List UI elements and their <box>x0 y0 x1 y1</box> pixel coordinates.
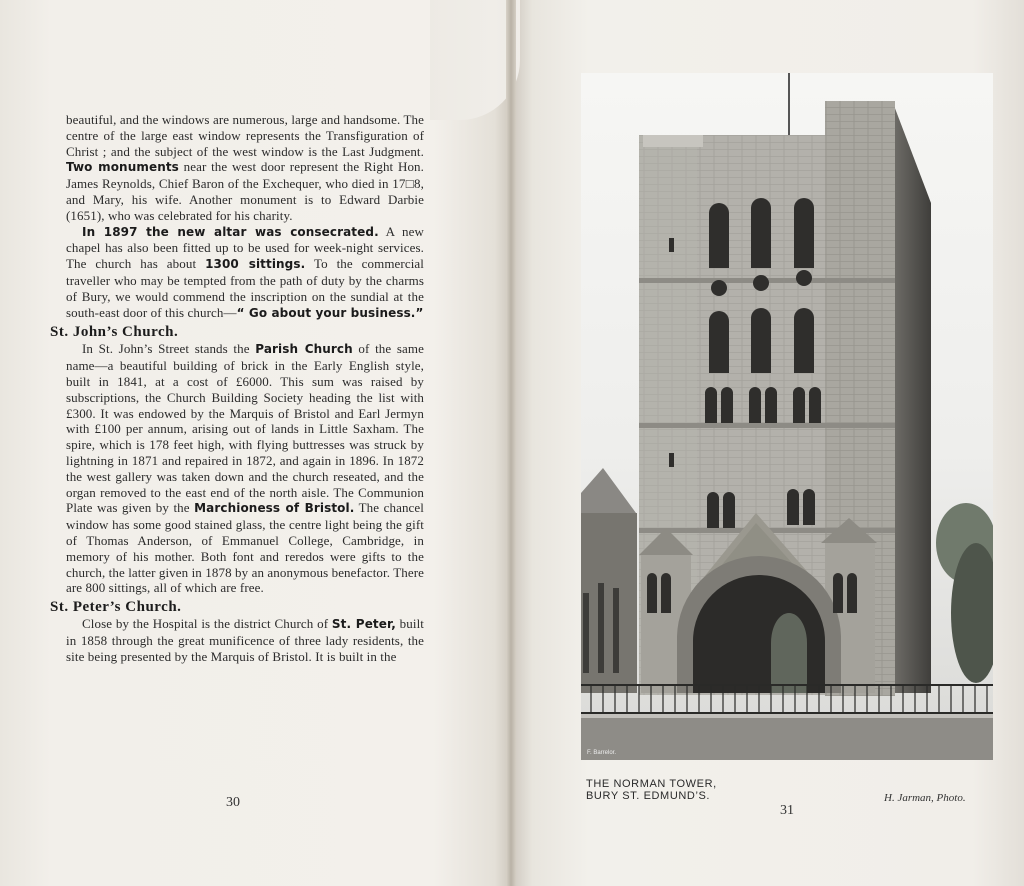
page-number-left: 30 <box>226 795 240 810</box>
text-run: Close by the Hospital is the district Church of <box>82 616 332 632</box>
book-gutter <box>506 0 516 886</box>
text-run: of the same name—a beautiful building of brick in the Early English style, built in 1841, at a cost of £6000. This sum was raised by subscriptions, the Church Building Society heading the list with £300. It was endowed by the Marquis of Bristol and Earl Jermyn with £100 per annum, arising out of lands in Little Saxham. The spire, which is 178 feet high, with flying buttresses was struck by lightning in 1871 and repaired in 1872, and again in 1896. In 1872 the west gallery was taken down and the church reseated, and the organ removed to the east end of the north aisle. The Communion Plate was given by the <box>66 341 425 516</box>
text-run: To the commercial traveller who may be tempted from the path of duty by the charms of Bury, we would commend the inscription on the sundial at the south-east door of this church— <box>66 256 424 320</box>
photo-corner-mark: F. Barrelor. <box>587 750 617 756</box>
text-run: built in 1858 through the great munificence of three lady residents, the site being presented by the Marquis of Bristol. It is built in the <box>66 616 424 664</box>
norman-tower-photo <box>581 73 993 760</box>
heading-st-johns: St. John’s Church. <box>50 324 179 341</box>
heading-st-peters: St. Peter’s Church. <box>50 599 182 616</box>
photo-credit: H. Jarman, Photo. <box>884 792 966 804</box>
bold-phrase: Marchioness of Bristol. <box>194 501 355 516</box>
bold-phrase: In 1897 the new altar was consecrated. <box>82 224 379 239</box>
bold-phrase: 1300 sittings. <box>205 257 306 272</box>
text-run: beautiful, and the windows are numerous, large and handsome. The centre of the large east window represents the Transfiguration of Christ ; and the subject of the west window is the Last Judgment. <box>66 112 424 159</box>
page-number-right: 31 <box>780 803 794 818</box>
bold-phrase: St. Peter, <box>331 617 396 632</box>
caption-line-1: THE NORMAN TOWER, <box>586 778 717 790</box>
text-run: near the west door represent the Right Hon. James Reynolds, Chief Baron of the Exchequer, who died in 17□8, and Mary, his wife. Another monument is to Edward Darbie (1651), who was celebrated for his charity. <box>66 159 424 223</box>
paragraph-st-johns <box>66 341 424 596</box>
body-text <box>50 112 425 665</box>
paragraph-windows <box>66 112 424 224</box>
bold-phrase: Two monuments <box>66 160 179 175</box>
paragraph-st-peters <box>66 616 424 664</box>
text-run: The chancel window has some good stained glass, the centre light being the gift of Thomas Anderson, of Emmanuel College, Cambridge, in memory of his mother. Both font and reredos were gifts to the church, the latter given in 1878 by an anonymous benefactor. There are 800 sittings, all of which are free. <box>66 500 425 596</box>
photo-caption <box>586 778 717 802</box>
text-run: In St. John’s Street stands the <box>82 341 256 357</box>
text-run: A new chapel has also been fitted up to be used for week-night services. The church has about <box>66 223 424 272</box>
bold-phrase: Parish Church <box>255 342 353 357</box>
paragraph-altar <box>66 224 424 322</box>
caption-line-2: BURY ST. EDMUND’S. <box>586 790 711 802</box>
bold-phrase: “ Go about your business.” <box>236 305 424 320</box>
